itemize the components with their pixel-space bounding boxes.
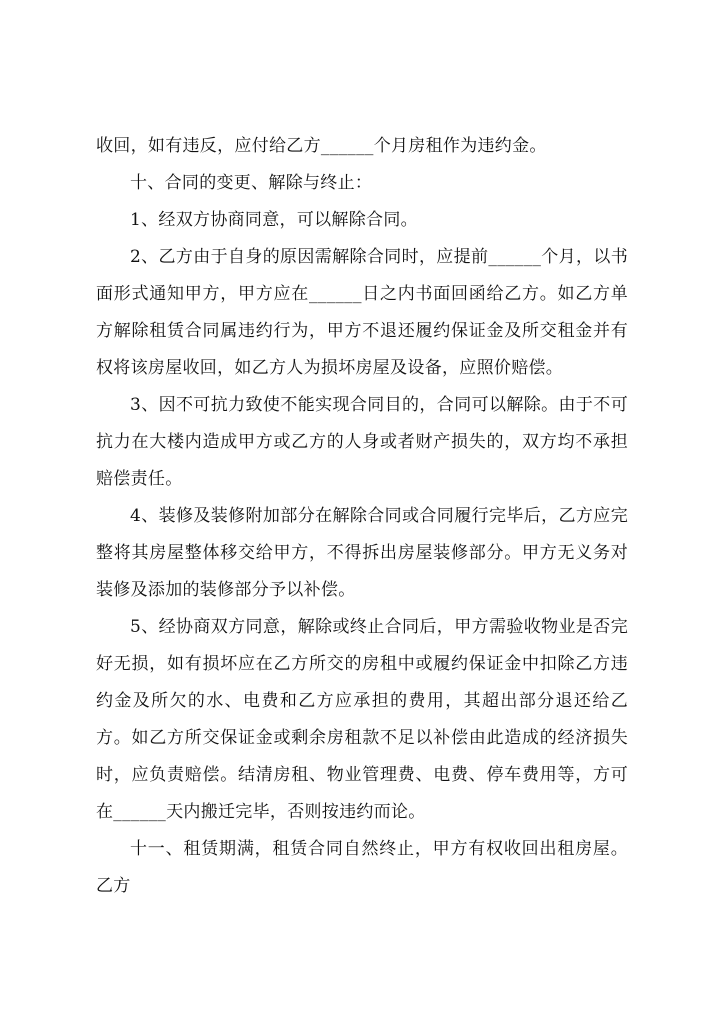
clause-5: 5、经协商双方同意，解除或终止合同后，甲方需验收物业是否完好无损，如有损坏应在乙方所交的房租中或履约保证金中扣除乙方违约金及所欠的水、电费和乙方应承担的费用，其超出部分退还给乙方。如乙方所交保证金或剩余房租款不足以补偿由此造成的经济损失时，应负责赔偿。结清房租、物业管理费、电费、停车费用等，方可在______天内搬迁完毕，否则按违约而论。 [96, 617, 628, 822]
document-body [96, 128, 628, 905]
paragraph-continuation: 收回，如有违反，应付给乙方______个月房租作为违约金。 [96, 136, 547, 156]
clause-1: 1、经双方协商同意，可以解除合同。 [130, 210, 418, 230]
section-heading-eleven: 十一、租赁期满，租赁合同自然终止，甲方有权收回出租房屋。乙方 [96, 839, 628, 896]
clause-2: 2、乙方由于自身的原因需解除合同时，应提前______个月，以书面形式通知甲方，甲方应在______日之内书面回函给乙方。如乙方单方解除租赁合同属违约行为，甲方不退还履约保证金及所交租金并有权将该房屋收回，如乙方人为损坏房屋及设备，应照价赔偿。 [96, 247, 628, 378]
section-heading-ten: 十、合同的变更、解除与终止： [130, 173, 373, 193]
clause-4: 4、装修及装修附加部分在解除合同或合同履行完毕后，乙方应完整将其房屋整体移交给甲方，不得拆出房屋装修部分。甲方无义务对装修及添加的装修部分予以补偿。 [96, 506, 628, 600]
clause-3: 3、因不可抗力致使不能实现合同目的，合同可以解除。由于不可抗力在大楼内造成甲方或乙方的人身或者财产损失的，双方均不承担赔偿责任。 [96, 395, 628, 489]
